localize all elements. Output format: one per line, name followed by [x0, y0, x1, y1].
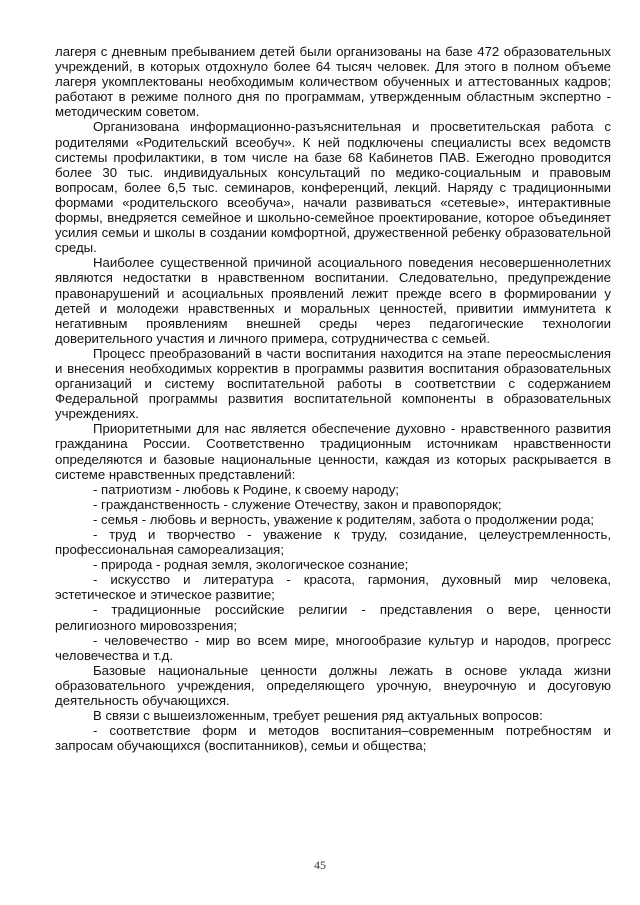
paragraph-asocial-behavior: Наиболее существенной причиной асоциального поведения несовершеннолетних являются недостатки в нравственном воспитании. Следовательно, предупреждение правонарушений и асоциальных проявлений лежит прежде всего в формировании у детей и молодежи нравственных и моральных ценностей, привитии иммунитета к негативным проявлениям внешней среды через педагогические технологии доверительного участия и личного примера, сотрудничества с семьей. [55, 255, 611, 346]
paragraph-summer-camps: лагеря с дневным пребыванием детей были организованы на базе 472 образовательных учреждений, в которых отдохнуло более 64 тысяч человек. Для этого в полном объеме лагеря укомплектованы необходимым количеством обученных и аттестованных кадров; работают в режиме полного дня по программам, утвержденным областным экспертно - методическим советом. [55, 44, 611, 120]
list-item-family: - семья - любовь и верность, уважение к родителям, забота о продолжении рода; [93, 511, 595, 527]
paragraph-open-questions: В связи с вышеизложенным, требует решения ряд актуальных вопросов: [93, 708, 543, 724]
list-item-nature: - природа - родная земля, экологическое сознание; [93, 557, 409, 573]
list-item-religions: - традиционные российские религии - представления о вере, ценности религиозного мировоззрения; [55, 602, 611, 633]
paragraph-school-life: Базовые национальные ценности должны лежать в основе уклада жизни образовательного учреждения, определяющего урочную, внеурочную и досуговую деятельность обучающихся. [55, 662, 611, 709]
list-item-humanity: - человечество - мир во всем мире, многообразие культур и народов, прогресс человечества и т.д. [55, 632, 611, 663]
paragraph-parent-education: Организована информационно-разъяснительная и просветительская работа с родителями «Родительский всеобуч». К ней подключены специалисты всех ведомств системы профилактики, в том числе на базе 68 Кабинетов ПАВ. Ежегодно проводится более 30 тыс. индивидуальных консультаций по медико-социальным и правовым вопросам, более 6,5 тыс. семинаров, конференций, лекций. Наряду с традиционными формами «родительского всеобуча», начали развиваться «сетевые», интерактивные формы, внедряется семейное и школьно-семейное проектирование, которое объединяет усилия семьи и школы в создании комфортной, дружественной ребенку образовательной среды. [55, 119, 611, 256]
list-item-labor: - труд и творчество - уважение к труду, созидание, целеустремленность, профессиональная самореализация; [55, 527, 611, 558]
list-item-methods: - соответствие форм и методов воспитания–современным потребностям и запросам обучающихся (воспитанников), семьи и общества; [55, 723, 611, 754]
paragraph-national-values: Приоритетными для нас является обеспечение духовно - нравственного развития гражданина России. Соответственно традиционным источникам нравственности определяются и базовые национальные ценности, каждая из которых раскрывается в системе нравственных представлений: [55, 421, 611, 482]
list-item-patriotism: - патриотизм - любовь к Родине, к своему народу; [93, 481, 399, 497]
list-item-citizenship: - гражданственность - служение Отечеству, закон и правопорядок; [93, 496, 502, 512]
body-text [55, 44, 611, 753]
list-item-art: - искусство и литература - красота, гармония, духовный мир человека, эстетическое и этическое развитие; [55, 572, 611, 603]
paragraph-upbringing-process: Процесс преобразований в части воспитания находится на этапе переосмысления и внесения необходимых корректив в программы развития воспитания образовательных организаций и систему воспитательной работы в соответствии с содержанием Федеральной программы развития воспитательной компоненты в образовательных учреждениях. [55, 345, 611, 422]
page-number: 45 [314, 858, 326, 872]
